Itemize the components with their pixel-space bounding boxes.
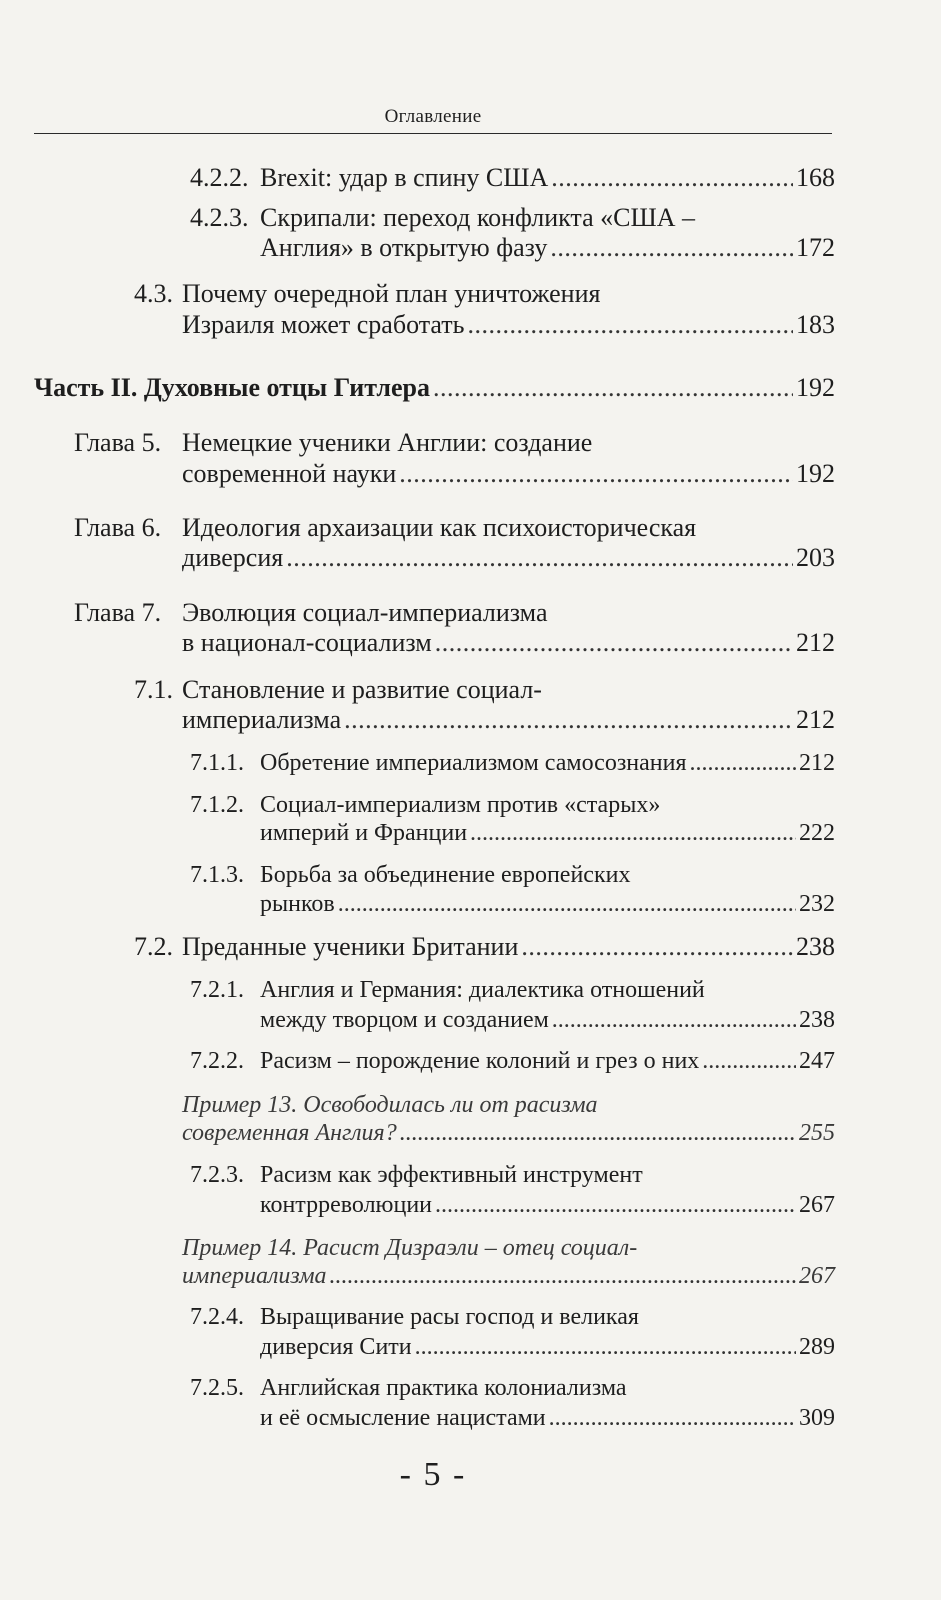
entry-title: Расизм как эффективный инструмент: [260, 1162, 643, 1188]
entry-number: 4.2.3.: [190, 203, 249, 232]
entry-title: Английская практика колониализма: [260, 1375, 627, 1401]
example-title-cont: империализма: [182, 1263, 327, 1289]
entry-page: 232: [799, 891, 835, 917]
entry-title: Англия и Германия: диалектика отношений: [260, 977, 705, 1003]
part-title: Часть II. Духовные отцы Гитлера: [34, 373, 430, 402]
entry-title: Обретение империализмом самосознания: [260, 750, 687, 776]
dot-leader: [338, 889, 796, 919]
entry-page: 203: [796, 543, 835, 572]
entry-page: 238: [799, 1007, 835, 1033]
entry-title-cont: диверсия Сити: [260, 1334, 412, 1360]
entry-title: Идеология архаизации как психоисторическая: [182, 513, 697, 542]
entry-title: Борьба за объединение европейских: [260, 862, 631, 888]
entry-number: 7.1.1.: [190, 750, 244, 776]
entry-number: 7.1.3.: [190, 862, 244, 888]
entry-number: Глава 5.: [74, 428, 162, 457]
dot-leader: [690, 748, 796, 778]
entry-number: 7.2.1.: [190, 977, 244, 1003]
dot-leader: [551, 163, 793, 193]
dot-leader: [521, 932, 793, 962]
entry-number: 7.2.: [134, 932, 173, 961]
entry-title: Brexit: удар в спину США: [260, 163, 549, 192]
entry-number: 7.1.2.: [190, 792, 244, 818]
entry-page: 172: [796, 233, 835, 262]
entry-number: 7.2.3.: [190, 1162, 244, 1188]
dot-leader: [549, 1403, 796, 1433]
entry-title-cont: современной науки: [182, 459, 397, 488]
entry-title: Выращивание расы господ и великая: [260, 1304, 639, 1330]
entry-page: 267: [799, 1263, 835, 1289]
dot-leader: [330, 1261, 796, 1291]
entry-title: Скрипали: переход конфликта «США –: [260, 203, 695, 232]
entry-page: 309: [799, 1405, 835, 1431]
page-number: - 5 -: [399, 1456, 467, 1493]
entry-page: 212: [796, 705, 835, 734]
dot-leader: [702, 1046, 796, 1076]
dot-leader: [399, 459, 793, 489]
entry-title-cont: империй и Франции: [260, 820, 468, 846]
entry-title: Почему очередной план уничтожения: [182, 279, 601, 308]
dot-leader: [550, 233, 793, 263]
entry-page: 247: [799, 1048, 835, 1074]
entry-title: Эволюция социал-империализма: [182, 598, 548, 627]
entry-page: 192: [796, 459, 835, 488]
entry-page: 168: [796, 163, 835, 192]
entry-title: Становление и развитие социал-: [182, 675, 542, 704]
entry-title-cont: и её осмысление нацистами: [260, 1405, 546, 1431]
entry-title-cont: контрреволюции: [260, 1192, 433, 1218]
entry-page: 192: [796, 373, 835, 402]
entry-page: 222: [799, 820, 835, 846]
entry-number: 4.2.2.: [190, 163, 249, 192]
dot-leader: [400, 1118, 796, 1148]
dot-leader: [468, 310, 794, 340]
dot-leader: [552, 1005, 796, 1035]
example-title: Пример 13. Освободилась ли от расизма: [182, 1092, 598, 1118]
entry-title: Преданные ученики Британии: [182, 932, 519, 961]
entry-title: Немецкие ученики Англии: создание: [182, 428, 593, 457]
dot-leader: [435, 1190, 796, 1220]
dot-leader: [470, 818, 796, 848]
example-title-cont: современная Англия?: [182, 1120, 397, 1146]
dot-leader: [433, 373, 793, 403]
dot-leader: [415, 1332, 796, 1362]
entry-number: 4.3.: [134, 279, 173, 308]
dot-leader: [286, 543, 793, 573]
header-rule: [34, 133, 832, 134]
entry-page: 238: [796, 932, 835, 961]
dot-leader: [435, 628, 793, 658]
entry-page: 183: [796, 310, 835, 339]
entry-number: 7.2.2.: [190, 1048, 244, 1074]
entry-title-cont: империализма: [182, 705, 342, 734]
entry-number: Глава 6.: [74, 513, 162, 542]
entry-page: 212: [799, 750, 835, 776]
entry-title-cont: диверсия: [182, 543, 284, 572]
entry-title-cont: Англия» в открытую фазу: [260, 233, 548, 262]
entry-number: 7.2.4.: [190, 1304, 244, 1330]
running-head: Оглавление: [384, 106, 482, 127]
entry-title: Расизм – порождение колоний и грез о них: [260, 1048, 700, 1074]
entry-number: 7.2.5.: [190, 1375, 244, 1401]
dot-leader: [344, 705, 793, 735]
entry-page: 289: [799, 1334, 835, 1360]
entry-page: 255: [799, 1120, 835, 1146]
entry-number: Глава 7.: [74, 598, 162, 627]
entry-number: 7.1.: [134, 675, 173, 704]
entry-page: 212: [796, 628, 835, 657]
entry-title: Социал-империализм против «старых»: [260, 792, 661, 818]
entry-title-cont: в национал-социализм: [182, 628, 432, 657]
entry-title-cont: Израиля может сработать: [182, 310, 465, 339]
entry-page: 267: [799, 1192, 835, 1218]
example-title: Пример 14. Расист Дизраэли – отец социал-: [182, 1235, 638, 1261]
entry-title-cont: рынков: [260, 891, 335, 917]
entry-title-cont: между творцом и созданием: [260, 1007, 549, 1033]
